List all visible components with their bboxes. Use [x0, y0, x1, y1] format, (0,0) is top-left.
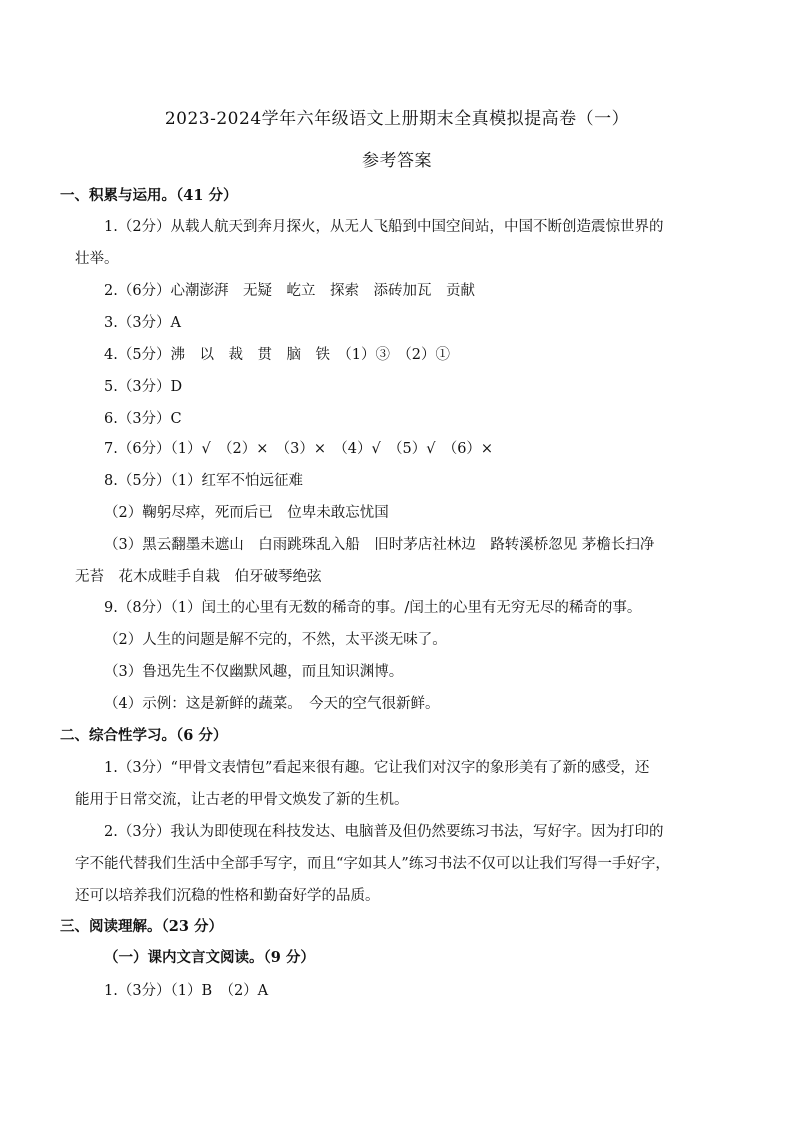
answer-s1-q5: 5.（3分）D — [104, 379, 183, 395]
answer-s1-q1-line1: 1.（2分）从载人航天到奔月探火，从无人飞船到中国空间站，中国不断创造震惊世界的 — [104, 219, 664, 235]
answer-s1-q4: 4.（5分）沸 以 裁 贯 脑 铁 （1）③ （2）① — [104, 347, 451, 363]
answer-s1-q8-line3: （3）黑云翻墨未遮山 白雨跳珠乱入船 旧时茅店社林边 路转溪桥忽见 茅檐长扫净 — [104, 537, 655, 553]
answer-s2-q2-line1: 2.（3分）我认为即使现在科技发达、电脑普及但仍然要练习书法，写好字。因为打印的 — [104, 824, 664, 840]
document-subtitle: 参考答案 — [362, 151, 432, 171]
answer-s2-q1-line2: 能用于日常交流，让古老的甲骨文焕发了新的生机。 — [75, 792, 409, 808]
subsection-heading-3-1: （一）课内文言文阅读。（9 分） — [104, 949, 315, 966]
section-heading-3: 三、阅读理解。（23 分） — [60, 918, 223, 935]
answer-s1-q8-line1: 8.（5分）（1）红军不怕远征难 — [104, 473, 304, 489]
document-title: 2023-2024学年六年级语文上册期末全真模拟提高卷（一） — [164, 109, 630, 129]
answer-s1-q9-line4: （4）示例：这是新鲜的蔬菜。 今天的空气很新鲜。 — [104, 696, 440, 712]
answer-s1-q8-line4: 无苔 花木成畦手自栽 伯牙破琴绝弦 — [75, 569, 322, 585]
answer-s3-q1: 1.（3分）（1）B （2）A — [104, 983, 269, 999]
section-heading-1: 一、积累与运用。（41 分） — [60, 187, 238, 204]
answer-s1-q8-line2: （2）鞠躬尽瘁，死而后已 位卑未敢忘忧国 — [104, 505, 389, 521]
answer-s1-q9-line2: （2）人生的问题是解不完的，不然，太平淡无味了。 — [104, 632, 447, 648]
answer-s1-q9-line3: （3）鲁迅先生不仅幽默风趣，而且知识渊博。 — [104, 664, 404, 680]
answer-s1-q6: 6.（3分）C — [104, 411, 182, 427]
section-heading-2: 二、综合性学习。（6 分） — [60, 727, 228, 744]
answer-s1-q9-line1: 9.（8分）（1）闰土的心里有无数的稀奇的事。/闰土的心里有无穷无尽的稀奇的事。 — [104, 600, 642, 616]
answer-s2-q1-line1: 1.（3分）“甲骨文表情包”看起来很有趣。它让我们对汉字的象形美有了新的感受，还 — [104, 760, 650, 776]
answer-s1-q2: 2.（6分）心潮澎湃 无疑 屹立 探索 添砖加瓦 贡献 — [104, 283, 476, 299]
answer-s2-q2-line2: 字不能代替我们生活中全部手写字，而且“字如其人”练习书法不仅可以让我们写得一手好字， — [75, 856, 670, 872]
answer-s2-q2-line3: 还可以培养我们沉稳的性格和勤奋好学的品质。 — [75, 888, 380, 904]
answer-s1-q3: 3.（3分）A — [104, 315, 182, 331]
answer-s1-q1-line2: 壮举。 — [75, 251, 119, 267]
answer-s1-q7: 7.（6分）（1）√ （2）× （3）× （4）√ （5）√ （6）× — [104, 441, 494, 457]
